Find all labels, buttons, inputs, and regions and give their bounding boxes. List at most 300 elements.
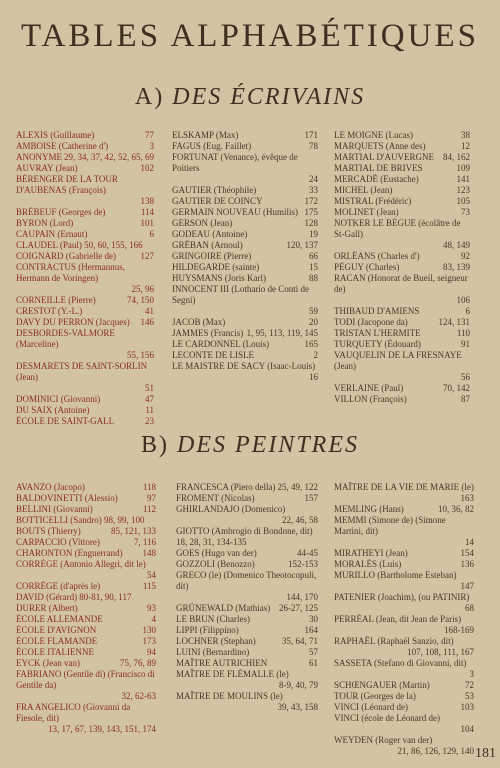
entry-pages: 16 — [309, 372, 318, 382]
index-entry — [334, 548, 474, 559]
entry-pages: 4 — [151, 614, 156, 624]
index-entry — [16, 328, 154, 361]
index-entry — [172, 284, 318, 317]
entry-name: DESMARETS DE SAINT-SORLIN (Jean) — [16, 361, 148, 382]
entry-pages: 66 — [309, 251, 318, 261]
index-entry — [16, 262, 154, 295]
entry-name: DOMINICI (Giovanni) — [16, 394, 101, 404]
index-entry — [16, 636, 156, 647]
entry-name: ÉCOLE ITALIENNE — [16, 647, 95, 657]
entry-pages: 32, 62-63 — [121, 691, 156, 701]
index-entry — [176, 647, 318, 658]
entry-name: LUINI (Bernardino) — [176, 647, 250, 657]
entry-pages: 152-153 — [288, 559, 318, 569]
entry-pages: 22, 46, 58 — [282, 515, 318, 525]
entry-name: VILLON (François) — [334, 394, 407, 404]
entry-name: BYRON (Lord) — [16, 218, 74, 228]
entry-name: CORRÈGE (d'après le) — [16, 581, 101, 591]
section-heading-writers — [0, 84, 500, 111]
entry-name: MIRATHEYI (Jean) — [334, 548, 408, 558]
entry-name: ANONYME — [16, 152, 62, 162]
index-entry — [16, 548, 156, 559]
entry-name: COIGNARD (Gabrielle de) — [16, 251, 116, 261]
entry-name: CLAUDEL (Paul) 50, 60, 155, 166 — [16, 240, 143, 250]
entry-name: GERSON (Jean) — [172, 218, 233, 228]
index-entry — [16, 504, 156, 515]
entry-pages: 61 — [309, 658, 318, 668]
entry-pages: 19 — [309, 229, 318, 239]
index-entry — [16, 207, 154, 218]
index-entry — [176, 482, 318, 493]
entry-pages: 74, 150 — [127, 295, 154, 305]
index-entry — [172, 273, 318, 284]
section-letter: A) — [134, 84, 165, 110]
index-entry — [172, 317, 318, 328]
index-entry — [334, 614, 474, 636]
entry-pages: 97 — [147, 493, 156, 503]
index-entry — [334, 196, 470, 207]
entry-name: MORALÈS (Luis) — [334, 559, 402, 569]
entry-pages: 10, 36, 82 — [438, 504, 474, 514]
entry-pages: 26-27, 125 — [279, 603, 318, 613]
index-entry — [176, 548, 318, 559]
index-entry — [176, 493, 318, 504]
entry-name: MEMMI (Simone de) (Simone Martini, dit) — [334, 515, 446, 536]
entry-name: HILDEGARDE (sainte) — [172, 262, 260, 272]
entry-pages: 13, 17, 67, 139, 143, 151, 174 — [48, 724, 156, 734]
entry-name: BOTTICELLI (Sandro) 98, 99, 100 — [16, 515, 145, 525]
entry-pages: 146 — [140, 317, 154, 327]
entry-name: NOTKER LE BÈGUE (écolâtre de St-Gall) — [334, 218, 461, 239]
index-entry — [176, 658, 318, 669]
entry-pages: 25, 49, 122 — [277, 482, 318, 492]
entry-name: GOZZOLI (Benozzo) — [176, 559, 255, 569]
index-entry — [334, 702, 474, 713]
entry-pages: 24 — [309, 174, 318, 184]
entry-name: CORRÈGE (Antonio Allegri, dit le) — [16, 559, 146, 569]
entry-name: LECONTE DE LISLE — [172, 350, 254, 360]
index-entry — [16, 515, 156, 526]
index-entry — [16, 658, 156, 669]
entry-pages: 128 — [304, 218, 318, 228]
index-entry — [334, 152, 470, 163]
index-entry — [16, 306, 154, 317]
entry-name: BRÉBEUF (Georges de) — [16, 207, 106, 217]
index-entry — [16, 592, 156, 603]
entry-pages: 55, 156 — [127, 350, 154, 360]
index-entry — [334, 559, 474, 570]
entry-pages: 110 — [456, 328, 470, 338]
entry-name: MAÎTRE DE FLÉMALLE (le) — [176, 669, 289, 679]
entry-name: CONTRACTUS (Hermannus, Hermann de Voringen) — [16, 262, 125, 283]
entry-name: INNOCENT III (Lothario de Conti de Segni) — [172, 284, 310, 305]
index-entry — [16, 361, 154, 394]
entry-name: THIBAUD D'AMIENS — [334, 306, 420, 316]
entry-pages: 173 — [142, 636, 156, 646]
index-entry — [334, 207, 470, 218]
entry-name: FORTUNAT (Venance), évêque de Poitiers — [172, 152, 298, 173]
section-title: DES ÉCRIVAINS — [172, 84, 366, 110]
entry-pages: 12 — [461, 141, 470, 151]
writers-column-2 — [172, 130, 318, 383]
entry-pages: 6 — [465, 306, 470, 316]
entry-name: MERCADÉ (Eustache) — [334, 174, 419, 184]
entry-name: JAMMES (Francis) — [172, 328, 244, 338]
entry-name: TOUR (Georges de la) — [334, 691, 416, 701]
entry-name: DAVID (Gérard) 80-81, 90, 117 — [16, 592, 132, 602]
entry-name: SCHŒNGAUER (Martin) — [334, 680, 430, 690]
entry-pages: 7, 116 — [133, 537, 156, 547]
entry-pages: 105 — [456, 196, 470, 206]
entry-pages: 85, 121, 133 — [111, 526, 156, 536]
entry-name: AMBOISE (Catherine d') — [16, 141, 109, 151]
entry-pages: 172 — [304, 196, 318, 206]
entry-name: TRISTAN L'HERMITE — [334, 328, 421, 338]
index-entry — [16, 537, 156, 548]
entry-name: BELLINI (Giovanni) — [16, 504, 93, 514]
entry-name: MAÎTRE DE LA VIE DE MARIE (le) — [334, 482, 474, 492]
index-entry — [16, 130, 154, 141]
entry-name: FAGUS (Eug. Faillet) — [172, 141, 252, 151]
index-entry — [334, 273, 470, 306]
section-heading-painters — [0, 432, 500, 459]
entry-name: MICHEL (Jean) — [334, 185, 393, 195]
entry-name: GRÉBAN (Arnoul) — [172, 240, 243, 250]
index-entry — [334, 735, 474, 757]
entry-name: FRA ANGELICO (Giovanni da Fiesole, dit) — [16, 702, 131, 723]
entry-pages: 168-169 — [444, 625, 474, 635]
entry-pages: 136 — [460, 559, 474, 569]
index-entry — [16, 240, 154, 251]
entry-pages: 154 — [460, 548, 474, 558]
entry-name: MAÎTRE DE MOULINS (le) — [176, 691, 283, 701]
index-entry — [334, 141, 470, 152]
entry-pages: 84, 162 — [443, 152, 470, 162]
index-entry — [176, 504, 318, 526]
index-entry — [16, 163, 154, 174]
index-entry — [16, 559, 156, 581]
painters-column-2 — [176, 482, 318, 713]
entry-pages: 3 — [469, 669, 474, 679]
entry-name: TURQUETY (Édouard) — [334, 339, 421, 349]
entry-pages: 144, 170 — [286, 592, 318, 602]
index-entry — [16, 603, 156, 614]
entry-name: MARTIAL D'AUVERGNE — [334, 152, 434, 162]
page-title: TABLES ALPHABÉTIQUES — [21, 18, 479, 54]
entry-pages: 25, 96 — [131, 284, 154, 294]
index-entry — [176, 625, 318, 636]
entry-pages: 6 — [149, 229, 154, 239]
index-entry — [16, 669, 156, 702]
entry-pages: 33 — [309, 185, 318, 195]
entry-pages: 94 — [147, 647, 156, 657]
index-entry — [334, 163, 470, 174]
entry-pages: 123 — [456, 185, 470, 195]
index-entry — [16, 416, 154, 427]
index-entry — [16, 218, 154, 229]
entry-pages: 163 — [460, 493, 474, 503]
painters-column-1 — [16, 482, 156, 735]
index-entry — [334, 262, 470, 273]
index-entry — [334, 328, 470, 339]
index-entry — [172, 262, 318, 273]
entry-name: MISTRAL (Frédéric) — [334, 196, 412, 206]
entry-pages: 48, 149 — [443, 240, 470, 250]
section-letter: B) — [141, 432, 169, 458]
entry-name: RACAN (Honorat de Bueil, seigneur de) — [334, 273, 468, 294]
entry-name: GHIRLANDAJO (Domenico) — [176, 504, 286, 514]
entry-name: PERRÉAL (Jean, dit Jean de Paris) — [334, 614, 462, 624]
entry-name: GERMAIN NOUVEAU (Humilis) — [172, 207, 298, 217]
index-entry — [176, 614, 318, 625]
entry-name: MARTIAL DE BRIVES — [334, 163, 423, 173]
painters-column-3 — [334, 482, 474, 757]
entry-name: GAUTIER (Théophile) — [172, 185, 257, 195]
entry-name: LIPPI (Filippino) — [176, 625, 239, 635]
index-entry — [172, 339, 318, 350]
entry-name: ALEXIS (Guillaume) — [16, 130, 95, 140]
entry-pages: 59 — [309, 306, 318, 316]
index-entry — [334, 383, 470, 394]
entry-name: WEYDEN (Roger van der) — [334, 735, 433, 745]
index-entry — [334, 350, 470, 383]
entry-name: GRINGOIRE (Pierre) — [172, 251, 252, 261]
index-entry — [334, 636, 474, 658]
entry-name: GOES (Hugo van der) — [176, 548, 257, 558]
index-entry — [16, 141, 154, 152]
entry-name: BÉRENGER DE LA TOUR D'AUBENAS (François) — [16, 174, 118, 195]
index-entry — [16, 647, 156, 658]
entry-name: VERLAINE (Paul) — [334, 383, 404, 393]
entry-name: DAVY DU PERRON (Jacques) — [16, 317, 130, 327]
entry-pages: 54 — [147, 570, 156, 580]
entry-name: VAUQUELIN DE LA FRESNAYE (Jean) — [334, 350, 462, 371]
entry-pages: 3 — [149, 141, 154, 151]
entry-name: GIOTTO (Ambrogio di Bondone, dit) 18, 28, 31, 134-135 — [176, 526, 313, 547]
entry-pages: 141 — [456, 174, 470, 184]
entry-name: AUVRAY (Jean) — [16, 163, 78, 173]
entry-pages: 47 — [145, 394, 154, 404]
entry-pages: 77 — [145, 130, 154, 140]
entry-name: GRÜNEWALD (Mathias) — [176, 603, 271, 613]
entry-pages: 57 — [309, 647, 318, 657]
entry-pages: 41 — [145, 306, 154, 316]
entry-name: LE MAISTRE DE SACY (Isaac-Louis) — [172, 361, 316, 371]
entry-name: ÉCOLE D'AVIGNON — [16, 625, 97, 635]
index-entry — [334, 185, 470, 196]
entry-pages: 104 — [460, 724, 474, 734]
entry-pages: 109 — [456, 163, 470, 173]
index-entry — [334, 515, 474, 548]
index-entry — [172, 361, 318, 383]
section-title: DES PEINTRES — [177, 432, 359, 458]
entry-name: JACOB (Max) — [172, 317, 226, 327]
entry-pages: 88 — [309, 273, 318, 283]
entry-pages: 83, 139 — [443, 262, 470, 272]
entry-name: GODEAU (Antoine) — [172, 229, 248, 239]
index-entry — [172, 218, 318, 229]
entry-name: MAÎTRE AUTRICHIEN — [176, 658, 268, 668]
entry-pages: 112 — [142, 504, 156, 514]
entry-pages: 15 — [309, 262, 318, 272]
index-entry — [334, 306, 470, 317]
entry-name: FABRIANO (Gentile di) (Francisco di Gentile da) — [16, 669, 155, 690]
entry-pages: 92 — [461, 251, 470, 261]
index-entry — [16, 251, 154, 262]
entry-pages: 165 — [304, 339, 318, 349]
entry-pages: 11 — [145, 405, 154, 415]
entry-name: EYCK (Jean van) — [16, 658, 80, 668]
entry-pages: 35, 64, 71 — [282, 636, 318, 646]
entry-name: ÉCOLE FLAMANDE — [16, 636, 98, 646]
entry-pages: 8-9, 40, 79 — [279, 680, 318, 690]
entry-name: ORLÉANS (Charles d') — [334, 251, 420, 261]
entry-name: MOLINET (Jean) — [334, 207, 399, 217]
index-entry — [172, 240, 318, 251]
entry-pages: 147 — [460, 581, 474, 591]
entry-pages: 164 — [304, 625, 318, 635]
entry-pages: 118 — [142, 482, 156, 492]
entry-name: FRANCESCA (Piero della) — [176, 482, 276, 492]
writers-column-1 — [16, 130, 154, 427]
index-entry — [334, 592, 474, 614]
entry-name: BOUTS (Thierry) — [16, 526, 81, 536]
index-entry — [334, 713, 474, 735]
index-entry — [334, 394, 470, 405]
entry-name: PATENIER (Joachim), (ou PATINIR) — [334, 592, 470, 602]
entry-pages: 107, 108, 111, 167 — [407, 647, 474, 657]
entry-pages: 87 — [461, 394, 470, 404]
entry-pages: 29, 34, 37, 42, 52, 65, 69 — [64, 152, 154, 162]
index-entry — [334, 218, 470, 251]
index-entry — [16, 482, 156, 493]
index-entry — [172, 229, 318, 240]
index-entry — [176, 526, 318, 548]
entry-pages: 56 — [461, 372, 470, 382]
entry-name: HUYSMANS (Joris Karl) — [172, 273, 266, 283]
entry-name: TODI (Jacopone da) — [334, 317, 408, 327]
entry-name: ÉCOLE ALLEMANDE — [16, 614, 103, 624]
entry-pages: 171 — [304, 130, 318, 140]
index-entry — [16, 493, 156, 504]
index-entry — [172, 196, 318, 207]
index-entry — [16, 526, 156, 537]
entry-pages: 78 — [309, 141, 318, 151]
index-entry — [334, 680, 474, 691]
entry-pages: 127 — [140, 251, 154, 261]
entry-pages: 51 — [145, 383, 154, 393]
entry-name: MURILLO (Bartholome Esteban) — [334, 570, 457, 580]
entry-name: DURER (Albert) — [16, 603, 78, 613]
index-entry — [172, 141, 318, 152]
entry-pages: 14 — [465, 537, 474, 547]
entry-name: LE MOIGNE (Lucas) — [334, 130, 413, 140]
entry-pages: 130 — [142, 625, 156, 635]
entry-pages: 114 — [140, 207, 154, 217]
index-entry — [16, 295, 154, 306]
entry-pages: 23 — [145, 416, 154, 426]
index-entry — [176, 603, 318, 614]
entry-name: VINCI (école de Léonard de) — [334, 713, 440, 723]
entry-name: LE CARDONNEL (Louis) — [172, 339, 270, 349]
index-entry — [176, 691, 318, 713]
entry-name: LOCHNER (Stephan) — [176, 636, 256, 646]
entry-pages: 106 — [456, 295, 470, 305]
entry-pages: 124, 131 — [438, 317, 470, 327]
entry-name: GRECO (le) (Domenico Theotocopuli, dit) — [176, 570, 317, 591]
entry-name: GAUTIER DE COINCY — [172, 196, 263, 206]
index-entry — [176, 559, 318, 570]
entry-pages: 93 — [147, 603, 156, 613]
entry-pages: 157 — [304, 493, 318, 503]
entry-name: ELSKAMP (Max) — [172, 130, 239, 140]
index-entry — [172, 185, 318, 196]
entry-name: AVANZO (Jacopo) — [16, 482, 85, 492]
entry-pages: 148 — [142, 548, 156, 558]
entry-name: VINCI (Léonard de) — [334, 702, 408, 712]
entry-name: RAPHAËL (Raphaël Sanzio, dit) — [334, 636, 454, 646]
entry-name: MARQUETS (Anne des) — [334, 141, 426, 151]
entry-name: LE BRUN (Charles) — [176, 614, 250, 624]
entry-name: DU SAIX (Antoine) — [16, 405, 90, 415]
index-entry — [172, 152, 318, 185]
index-entry — [334, 339, 470, 350]
entry-pages: 21, 86, 126, 129, 140 — [397, 746, 474, 756]
index-entry — [334, 251, 470, 262]
index-entry — [172, 130, 318, 141]
entry-name: CHARONTON (Enguerrand) — [16, 548, 123, 558]
index-entry — [176, 570, 318, 603]
entry-pages: 103 — [460, 702, 474, 712]
entry-pages: 138 — [140, 196, 154, 206]
writers-column-3 — [334, 130, 470, 405]
entry-pages: 101 — [140, 218, 154, 228]
index-entry — [176, 669, 318, 691]
entry-pages: 115 — [142, 581, 156, 591]
entry-pages: 68 — [465, 603, 474, 613]
entry-name: SASSETA (Stefano di Giovanni, dit) — [334, 658, 467, 668]
index-entry — [334, 174, 470, 185]
index-entry — [334, 130, 470, 141]
index-entry — [16, 174, 154, 207]
entry-name: CORNEILLE (Pierre) — [16, 295, 96, 305]
index-entry — [176, 636, 318, 647]
entry-pages: 53 — [465, 691, 474, 701]
entry-pages: 175 — [304, 207, 318, 217]
entry-pages: 20 — [309, 317, 318, 327]
entry-name: PÉGUY (Charles) — [334, 262, 400, 272]
entry-pages: 73 — [461, 207, 470, 217]
index-entry — [16, 405, 154, 416]
index-entry — [16, 152, 154, 163]
index-entry — [172, 350, 318, 361]
index-entry — [16, 702, 156, 735]
entry-name: CAUPAIN (Ernaut) — [16, 229, 88, 239]
entry-name: FROMENT (Nicolas) — [176, 493, 255, 503]
index-entry — [334, 658, 474, 680]
entry-name: MEMLING (Hans) — [334, 504, 404, 514]
page-number: 181 — [475, 746, 496, 761]
entry-pages: 38 — [461, 130, 470, 140]
index-entry — [334, 691, 474, 702]
index-entry — [334, 317, 470, 328]
index-entry — [172, 328, 318, 339]
index-entry — [16, 394, 154, 405]
entry-name: BALDOVINETTI (Alessio) — [16, 493, 118, 503]
entry-pages: 2 — [313, 350, 318, 360]
entry-pages: 1, 95, 113, 119, 145 — [246, 328, 318, 338]
entry-pages: 30 — [309, 614, 318, 624]
